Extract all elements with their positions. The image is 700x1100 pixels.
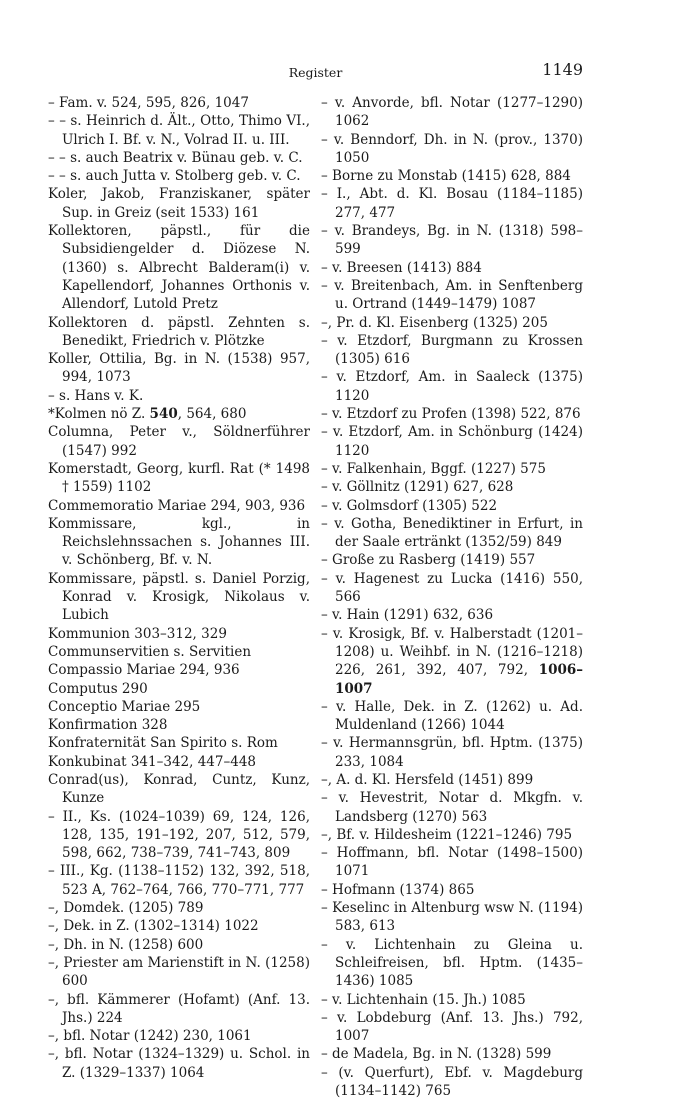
index-entry-kolmen: *Kolmen nö Z. 540, 564, 680 <box>48 406 247 423</box>
index-entry: – – s. Heinrich d. Ält., Otto, Thimo VI., Ulrich I. Bf. v. N., Volrad II. u. III. <box>48 113 310 148</box>
index-entry: – v. Hermannsgrün, bfl. Hptm. (1375) 233, 1084 <box>321 735 583 770</box>
index-entry: – Fam. v. 524, 595, 826, 1047 <box>48 95 249 111</box>
index-entry: Koller, Ottilia, Bg. in N. (1538) 957, 994, 1073 <box>48 351 310 386</box>
index-column-right <box>321 94 583 1100</box>
index-entry: – Keselinc in Altenburg wsw N. (1194) 583, 613 <box>321 900 583 935</box>
index-entry: –, Priester am Marienstift in N. (1258) 600 <box>48 954 310 990</box>
index-entry: Communservitien s. Servitien <box>48 643 252 660</box>
index-entry: Kommunion 303–312, 329 <box>48 625 227 642</box>
index-entry: – – s. auch Jutta v. Stolberg geb. v. C. <box>48 168 301 185</box>
index-entry: Compassio Mariae 294, 936 <box>48 662 240 679</box>
running-head: Register <box>288 65 343 80</box>
index-entry: – v. Lichtenhain (15. Jh.) 1085 <box>321 991 526 1008</box>
page-header <box>48 60 583 81</box>
index-entry: Kollektoren d. päpstl. Zehnten s. Benedikt, Friedrich v. Plötzke <box>48 314 310 349</box>
index-entry: Konfraternität San Spirito s. Rom <box>48 735 278 752</box>
index-entry: – v. Etzdorf, Burgmann zu Krossen (1305) 616 <box>321 332 583 368</box>
index-entry: – I., Abt. d. Kl. Bosau (1184–1185) 277, 477 <box>321 186 583 221</box>
index-entry: –, bfl. Kämmerer (Hofamt) (Anf. 13. Jhs.) 224 <box>48 991 310 1026</box>
index-entry: –, Domdek. (1205) 789 <box>48 900 204 917</box>
index-entry: – v. Golmsdorf (1305) 522 <box>321 497 498 514</box>
index-entry: – v. Hagenest zu Lucka (1416) 550, 566 <box>321 570 583 606</box>
index-entry: Konfirmation 328 <box>48 717 168 734</box>
bold-page-ref: 1006–1007 <box>335 662 583 697</box>
index-entry: –, bfl. Notar (1242) 230, 1061 <box>48 1028 252 1045</box>
index-entry: – v. Benndorf, Dh. in N. (prov., 1370) 1050 <box>321 131 583 166</box>
index-entry: Koler, Jakob, Franziskaner, später Sup. in Greiz (seit 1533) 161 <box>48 186 310 221</box>
index-entry: –, Bf. v. Hildesheim (1221–1246) 795 <box>321 826 573 843</box>
index-entry: – s. Hans v. K. <box>48 387 144 404</box>
index-entry: – de Madela, Bg. in N. (1328) 599 <box>321 1046 552 1063</box>
index-entry: Kollektoren, päpstl., für die Subsidiengelder d. Diözese N. (1360) s. Albrecht Balderam(i) v. Kapellendorf, Johannes Orthonis v. Allendorf, Lutold Pretz <box>48 223 310 313</box>
bold-page-ref: 540 <box>149 406 178 423</box>
index-entry: Conceptio Mariae 295 <box>48 698 201 715</box>
index-entry: –, Pr. d. Kl. Eisenberg (1325) 205 <box>321 314 548 331</box>
index-entry: – v. Etzdorf, Am. in Saaleck (1375) 1120 <box>321 369 583 404</box>
index-entry: –, Dh. in N. (1258) 600 <box>48 936 204 953</box>
index-entry-krosigk: – v. Krosigk, Bf. v. Halberstadt (1201–1208) u. Weihbf. in N. (1216–1218) 226, 261, 392, 407, 792, 1006–1007 <box>321 625 583 697</box>
index-entry: – v. Lobdeburg (Anf. 13. Jhs.) 792, 1007 <box>321 1009 583 1045</box>
index-entry: Kommissare, kgl., in Reichslehnssachen s. Johannes III. v. Schönberg, Bf. v. N. <box>48 515 310 569</box>
index-entry: – v. Gotha, Benediktiner in Erfurt, in der Saale ertränkt (1352/59) 849 <box>321 515 583 551</box>
index-entry: – II., Ks. (1024–1039) 69, 124, 126, 128, 135, 191–192, 207, 512, 579, 598, 662, 738–739, 741–743, 809 <box>48 808 310 862</box>
page-number: 1149 <box>542 60 583 79</box>
index-entry: – v. Anvorde, bfl. Notar (1277–1290) 1062 <box>321 95 583 130</box>
index-entry: – v. Hain (1291) 632, 636 <box>321 607 494 624</box>
index-entry: – III., Kg. (1138–1152) 132, 392, 518, 523 A, 762–764, 766, 770–771, 777 <box>48 863 310 898</box>
index-column-left <box>48 94 310 1082</box>
index-entry: – v. Etzdorf, Am. in Schönburg (1424) 1120 <box>321 424 583 459</box>
index-entry: – v. Göllnitz (1291) 627, 628 <box>321 479 514 496</box>
index-entry: Kommissare, päpstl. s. Daniel Porzig, Konrad v. Krosigk, Nikolaus v. Lubich <box>48 570 310 624</box>
index-entry: – Hofmann (1374) 865 <box>321 881 475 898</box>
index-entry: Conrad(us), Konrad, Cuntz, Kunz, Kunze <box>48 771 310 807</box>
index-entry: – v. Breitenbach, Am. in Senftenberg u. Ortrand (1449–1479) 1087 <box>321 277 583 313</box>
index-entry: – v. Lichtenhain zu Gleina u. Schleifreisen, bfl. Hptm. (1435–1436) 1085 <box>321 936 583 990</box>
index-entry: Komerstadt, Georg, kurfl. Rat (* 1498 † 1559) 1102 <box>48 460 310 496</box>
index-entry: – v. Halle, Dek. in Z. (1262) u. Ad. Muldenland (1266) 1044 <box>321 698 583 734</box>
index-entry: – Hoffmann, bfl. Notar (1498–1500) 1071 <box>321 845 583 880</box>
index-entry: Computus 290 <box>48 680 148 697</box>
index-entry: –, Dek. in Z. (1302–1314) 1022 <box>48 918 259 935</box>
index-entry: –, bfl. Notar (1324–1329) u. Schol. in Z. (1329–1337) 1064 <box>48 1046 310 1081</box>
index-entry: Columna, Peter v., Söldnerführer (1547) 992 <box>48 424 310 459</box>
index-entry: –, A. d. Kl. Hersfeld (1451) 899 <box>321 771 534 788</box>
index-entry: – Große zu Rasberg (1419) 557 <box>321 552 536 569</box>
index-entry: Konkubinat 341–342, 447–448 <box>48 753 256 770</box>
index-entry: – v. Breesen (1413) 884 <box>321 259 482 276</box>
index-entry: – v. Falkenhain, Bggf. (1227) 575 <box>321 460 546 477</box>
index-entry: – Borne zu Monstab (1415) 628, 884 <box>321 168 571 185</box>
index-entry: Commemoratio Mariae 294, 903, 936 <box>48 497 306 514</box>
index-entry: – v. Brandeys, Bg. in N. (1318) 598–599 <box>321 223 583 258</box>
index-entry: – v. Etzdorf zu Profen (1398) 522, 876 <box>321 406 581 423</box>
index-entry: – (v. Querfurt), Ebf. v. Magdeburg (1134–1142) 765 <box>321 1064 583 1100</box>
index-entry: – v. Hevestrit, Notar d. Mkgfn. v. Landsberg (1270) 563 <box>321 790 583 825</box>
index-entry: – – s. auch Beatrix v. Bünau geb. v. C. <box>48 149 303 166</box>
